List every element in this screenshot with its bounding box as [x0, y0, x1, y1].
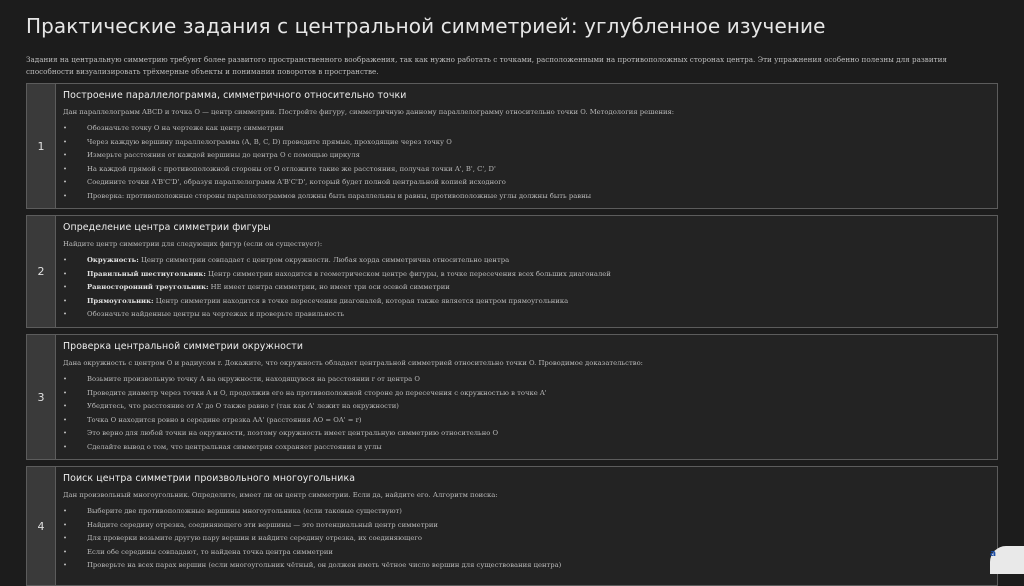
list-item: [63, 414, 997, 428]
list-item-text: Проверка: противоположные стороны параллелограммов должны быть параллельны и равны, противоположные углы должны быть равны: [87, 191, 592, 200]
bullet-icon: •: [63, 534, 68, 543]
list-item-term: Равносторонний треугольник:: [87, 283, 209, 292]
task-description: Найдите центр симметрии для следующих фигур (если он существует):: [63, 240, 323, 248]
task-title: Поиск центра симметрии произвольного многоугольника: [63, 473, 356, 484]
list-item: [63, 163, 997, 177]
list-item-text: Найдите середину отрезка, соединяющего эти вершины — это потенциальный центр симметрии: [87, 520, 438, 529]
task-steps-list: [63, 505, 997, 573]
bullet-icon: •: [63, 561, 68, 570]
list-item-text: Обозначьте найденные центры на чертежах и проверьте правильность: [87, 310, 345, 319]
list-item: [63, 532, 997, 546]
list-item: [63, 176, 997, 190]
list-item-text: Центр симметрии находится в геометрическом центре фигуры, в точке пересечения всех больших диагоналей: [205, 269, 611, 278]
list-item-term: Окружность:: [87, 256, 139, 264]
task-number: 4: [27, 467, 56, 585]
task-number: 3: [27, 335, 56, 459]
list-item: [63, 190, 997, 204]
bullet-icon: •: [63, 137, 68, 146]
list-item-text: Соедините точки A'B'C'D', образуя параллелограмм A'B'C'D', который будет полной центральной копией исходного: [87, 178, 506, 187]
bullet-icon: •: [63, 507, 68, 515]
bullet-icon: •: [63, 151, 68, 160]
bullet-icon: •: [63, 375, 68, 383]
list-item-text: Выберите две противоположные вершины многоугольника (если таковые существуют): [87, 507, 402, 515]
list-item-text: Для проверки возьмите другую пару вершин и найдите середину отрезка, их соединяющего: [87, 534, 423, 543]
bullet-icon: •: [63, 402, 68, 411]
task-card-4: [26, 466, 998, 586]
task-number: 2: [27, 216, 56, 327]
bullet-icon: •: [63, 191, 68, 200]
list-item: [63, 546, 997, 560]
list-item: [63, 505, 997, 519]
list-item-text: Измерьте расстояния от каждой вершины до центра O с помощью циркуля: [87, 151, 360, 160]
bullet-icon: •: [63, 124, 68, 132]
bullet-icon: •: [63, 310, 68, 319]
page-title: Практические задания с центральной симметрией: углубленное изучение: [26, 14, 826, 38]
bullet-icon: •: [63, 547, 68, 556]
bullet-icon: •: [63, 256, 68, 264]
bullet-icon: •: [63, 178, 68, 187]
list-item: [63, 373, 997, 387]
list-item-term: Правильный шестиугольник:: [87, 269, 206, 278]
task-number: 1: [27, 84, 56, 208]
list-item-text: Центр симметрии совпадает с центром окружности. Любая хорда симметрична относительно центра: [138, 256, 510, 264]
list-item: [63, 308, 997, 322]
task-title: Определение центра симметрии фигуры: [63, 222, 271, 233]
list-item-text: НЕ имеет центра симметрии, но имеет три оси осевой симметрии: [208, 283, 450, 292]
list-item-text: Точка O находится ровно в середине отрезка AA' (расстояния AO = OA' = r): [87, 415, 362, 424]
list-item-text: Проведите диаметр через точки A и O, продолжив его на противоположной стороне до пересечения с окружностью в точке A': [87, 388, 547, 397]
corner-widget[interactable]: [990, 546, 1024, 574]
bullet-icon: •: [63, 164, 68, 173]
bullet-icon: •: [63, 520, 68, 529]
bullet-icon: •: [63, 442, 68, 451]
task-card-3: [26, 334, 998, 460]
list-item-text: Через каждую вершину параллелограмма (A, B, C, D) проведите прямые, проходящие через точку O: [87, 137, 452, 146]
bullet-icon: •: [63, 429, 68, 438]
list-item-text: Возьмите произвольную точку A на окружности, находящуюся на расстоянии r от центра O: [87, 375, 420, 383]
task-description: Дана окружность с центром O и радиусом r. Докажите, что окружность обладает центральной симметрией относительно точки O. Проводимое доказательство:: [63, 359, 643, 367]
list-item-text: Обозначьте точку O на чертеже как центр симметрии: [87, 124, 284, 132]
intro-paragraph: Задания на центральную симметрию требуют более развитого пространственного воображения, так как нужно работать с точками, расположенными на противоположных сторонах центра. Эти упражнения особенно полезны для развития способности визуализировать трёхмерные объекты и понимания поворотов в пространстве.: [26, 55, 947, 76]
task-description: Дан произвольный многоугольник. Определите, имеет ли он центр симметрии. Если да, найдите его. Алгоритм поиска:: [63, 491, 498, 499]
task-steps-list: [63, 122, 997, 204]
list-item: [63, 427, 997, 441]
list-item: [63, 387, 997, 401]
list-item: [63, 281, 997, 295]
task-title: Проверка центральной симметрии окружности: [63, 341, 304, 352]
list-item-text: Убедитесь, что расстояние от A' до O также равно r (так как A' лежит на окружности): [87, 402, 399, 411]
list-item: [63, 559, 997, 573]
task-description: Дан параллелограмм ABCD и точка O — центр симметрии. Постройте фигуру, симметричную данному параллелограмму относительно точки O. Методология решения:: [63, 108, 675, 116]
bullet-icon: •: [63, 283, 68, 292]
translate-icon[interactable]: a: [990, 549, 997, 559]
list-item-text: Если обе середины совпадают, то найдена точка центра симметрии: [87, 547, 333, 556]
list-item-term: Прямоугольник:: [87, 296, 154, 305]
task-content: [56, 335, 997, 459]
list-item: [63, 254, 997, 268]
list-item: [63, 268, 997, 282]
task-content: [56, 467, 997, 585]
task-content: [56, 84, 997, 208]
task-card-1: [26, 83, 998, 209]
list-item-text: На каждой прямой с противоположной стороны от O отложите такие же расстояния, получая точки A', B', C', D': [87, 164, 496, 173]
list-item: [63, 400, 997, 414]
list-item-text: Сделайте вывод о том, что центральная симметрия сохраняет расстояния и углы: [87, 442, 382, 451]
list-item: [63, 295, 997, 309]
list-item: [63, 149, 997, 163]
bullet-icon: •: [63, 388, 68, 397]
list-item: [63, 122, 997, 136]
list-item: [63, 441, 997, 455]
task-steps-list: [63, 373, 997, 455]
task-steps-list: [63, 254, 997, 322]
task-card-2: [26, 215, 998, 328]
task-content: [56, 216, 997, 327]
bullet-icon: •: [63, 296, 68, 305]
task-title: Построение параллелограмма, симметричного относительно точки: [63, 90, 407, 101]
bullet-icon: •: [63, 269, 68, 278]
list-item-text: Центр симметрии находится в точке пересечения диагоналей, которая также является центром прямоугольника: [153, 296, 569, 305]
list-item-text: Это верно для любой точки на окружности, поэтому окружность имеет центральную симметрию относительно O: [87, 429, 499, 438]
bullet-icon: •: [63, 415, 68, 424]
list-item-text: Проверьте на всех парах вершин (если многоугольник чётный, он должен иметь чётное число вершин для существования центра): [87, 561, 562, 570]
list-item: [63, 519, 997, 533]
list-item: [63, 136, 997, 150]
